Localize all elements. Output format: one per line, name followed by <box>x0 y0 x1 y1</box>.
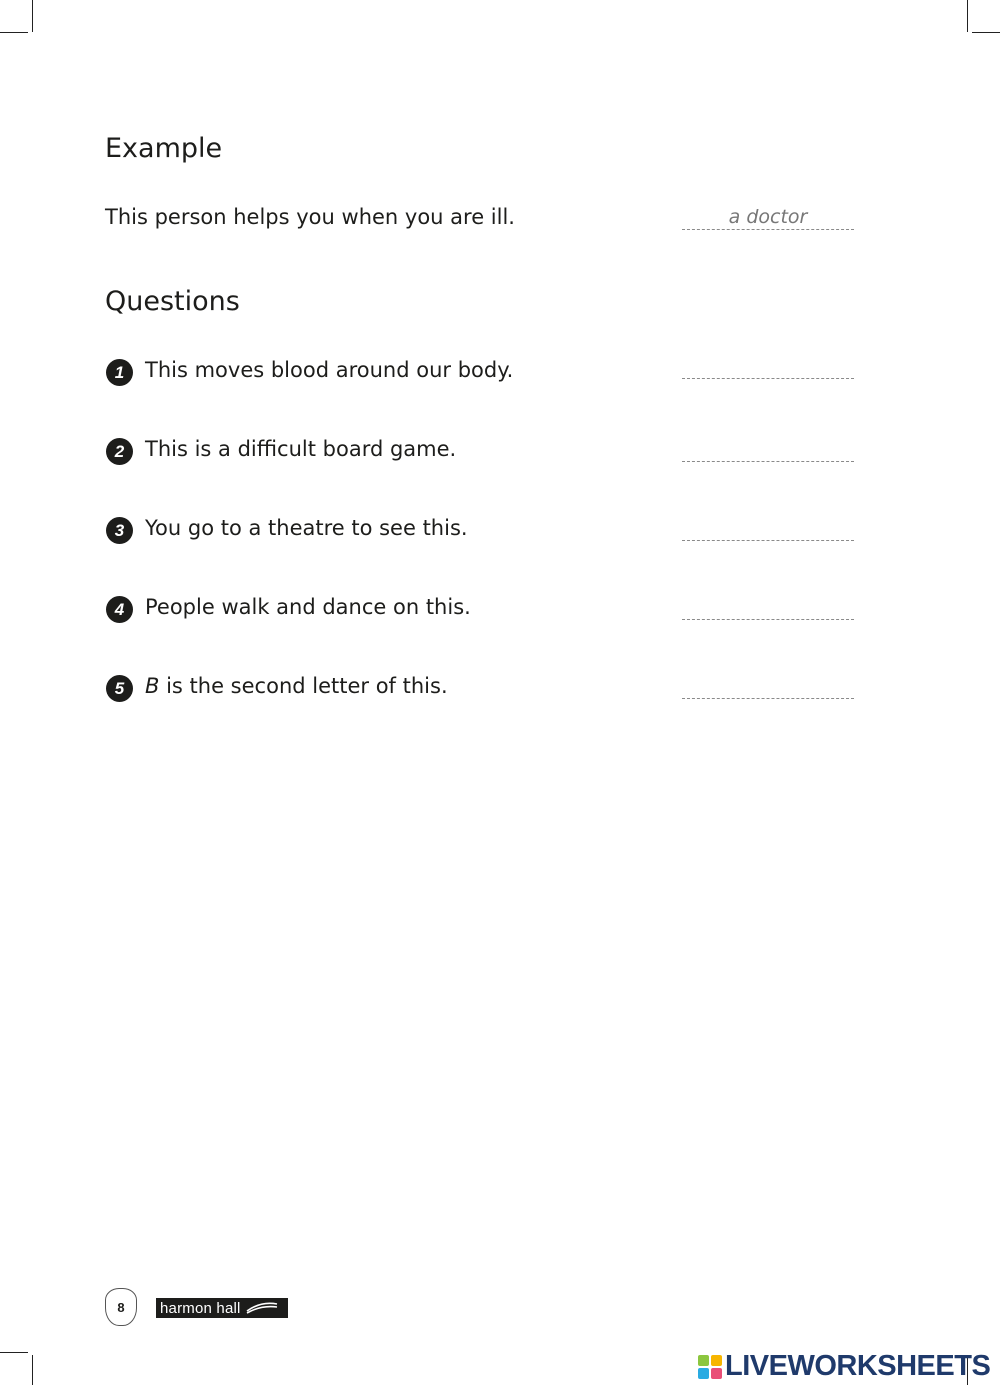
question-text: You go to a theatre to see this. <box>145 516 468 540</box>
swoosh-icon <box>245 1301 279 1315</box>
question-text <box>145 674 448 698</box>
crop-mark <box>32 1355 33 1385</box>
question-text: People walk and dance on this. <box>145 595 471 619</box>
question-text: This is a difficult board game. <box>145 437 457 461</box>
example-heading: Example <box>105 133 223 164</box>
answer-field-5[interactable] <box>682 674 854 699</box>
crop-mark <box>32 0 33 32</box>
question-number-badge: 2 <box>106 438 133 465</box>
question-number-badge: 4 <box>106 596 133 623</box>
answer-field-1[interactable] <box>682 354 854 379</box>
question-number-badge: 3 <box>106 517 133 544</box>
answer-field-4[interactable] <box>682 595 854 620</box>
publisher-logo-text: harmon hall <box>160 1299 241 1317</box>
question-number-badge: 5 <box>106 675 133 702</box>
publisher-logo <box>156 1298 288 1318</box>
question-text: This moves blood around our body. <box>145 358 514 382</box>
italic-letter: B <box>145 674 160 698</box>
example-sentence: This person helps you when you are ill. <box>105 205 515 229</box>
question-number-badge: 1 <box>106 359 133 386</box>
page-number-badge <box>105 1288 137 1326</box>
example-answer-field <box>682 205 854 230</box>
crop-mark <box>967 0 968 32</box>
question-text-rest: is the second letter of this. <box>159 674 448 698</box>
page-number: 8 <box>117 1299 125 1315</box>
answer-field-3[interactable] <box>682 516 854 541</box>
questions-heading: Questions <box>105 286 240 317</box>
liveworksheets-logo-icon <box>698 1355 722 1379</box>
crop-mark <box>0 1352 28 1353</box>
crop-mark <box>0 32 28 33</box>
answer-field-2[interactable] <box>682 437 854 462</box>
watermark-text: LIVEWORKSHEETS <box>725 1350 991 1382</box>
liveworksheets-watermark <box>698 1350 990 1383</box>
crop-mark <box>972 32 1000 33</box>
